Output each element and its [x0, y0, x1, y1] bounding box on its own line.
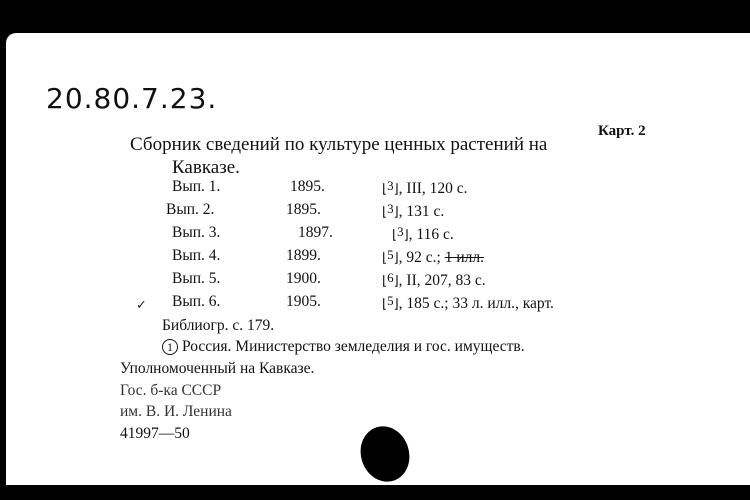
volume-year: 1895. [286, 201, 321, 218]
volume-label: Вып. 4. [172, 247, 221, 264]
library-line-2: им. В. И. Ленина [120, 403, 232, 420]
volume-description: ⌊5⌋, 185 с.; 33 л. илл., карт. [382, 293, 554, 312]
title-line-1: Сборник сведений по культуре ценных растений на [130, 134, 548, 155]
check-mark: ✓ [136, 298, 147, 313]
volume-label: Вып. 1. [172, 178, 221, 195]
title-line-2: Кавказе. [172, 157, 240, 178]
volume-part-number: 3 [387, 201, 394, 216]
volume-year: 1905. [286, 293, 321, 310]
volume-description: ⌊6⌋, II, 207, 83 с. [382, 270, 486, 289]
volume-part-number: 5 [387, 293, 394, 308]
volume-label: Вып. 2. [166, 201, 215, 218]
volume-note: 1 илл. [444, 249, 484, 266]
card-label: Карт. 2 [598, 123, 646, 139]
volume-part-number: 3 [397, 224, 404, 239]
volume-label: Вып. 5. [172, 270, 221, 287]
volume-pages: , 116 с. [408, 226, 454, 243]
volume-description: ⌊5⌋, 92 с.; 1 илл. [382, 247, 484, 266]
volume-description: ⌊3⌋, III, 120 с. [382, 178, 468, 197]
volume-pages: , III, 120 с. [398, 180, 468, 197]
volume-description: ⌊3⌋, 131 с. [382, 201, 445, 220]
issuer-mark: 1 [162, 339, 178, 355]
volume-description: ⌊3⌋, 116 с. [392, 224, 454, 243]
issuer-line-1 [162, 338, 525, 356]
print-code: 41997—50 [120, 425, 190, 442]
volume-label: Вып. 6. [172, 293, 221, 310]
volume-year: 1895. [290, 178, 325, 195]
bibliography-note: Библиогр. с. 179. [162, 317, 275, 334]
issuer-line-2: Уполномоченный на Кавказе. [120, 360, 315, 377]
volume-year: 1900. [286, 270, 321, 287]
volume-year: 1897. [298, 224, 333, 241]
volume-year: 1899. [286, 247, 321, 264]
volume-part-number: 5 [387, 247, 394, 262]
shelfmark: 20.80.7.23. [46, 82, 218, 115]
volume-part-number: 6 [387, 270, 394, 285]
catalog-card [6, 33, 750, 485]
ink-blot [354, 420, 417, 488]
volume-label: Вып. 3. [172, 224, 221, 241]
issuer-text: Россия. Министерство земледелия и гос. имуществ. [182, 338, 525, 355]
volume-pages: , II, 207, 83 с. [398, 272, 486, 289]
volume-pages: , 131 с. [398, 203, 445, 220]
volume-pages: , 92 с.; [398, 249, 441, 266]
volume-part-number: 3 [387, 178, 394, 193]
volume-pages: , 185 с.; 33 л. илл., карт. [398, 295, 554, 312]
library-line-1: Гос. б-ка СССР [120, 382, 222, 399]
